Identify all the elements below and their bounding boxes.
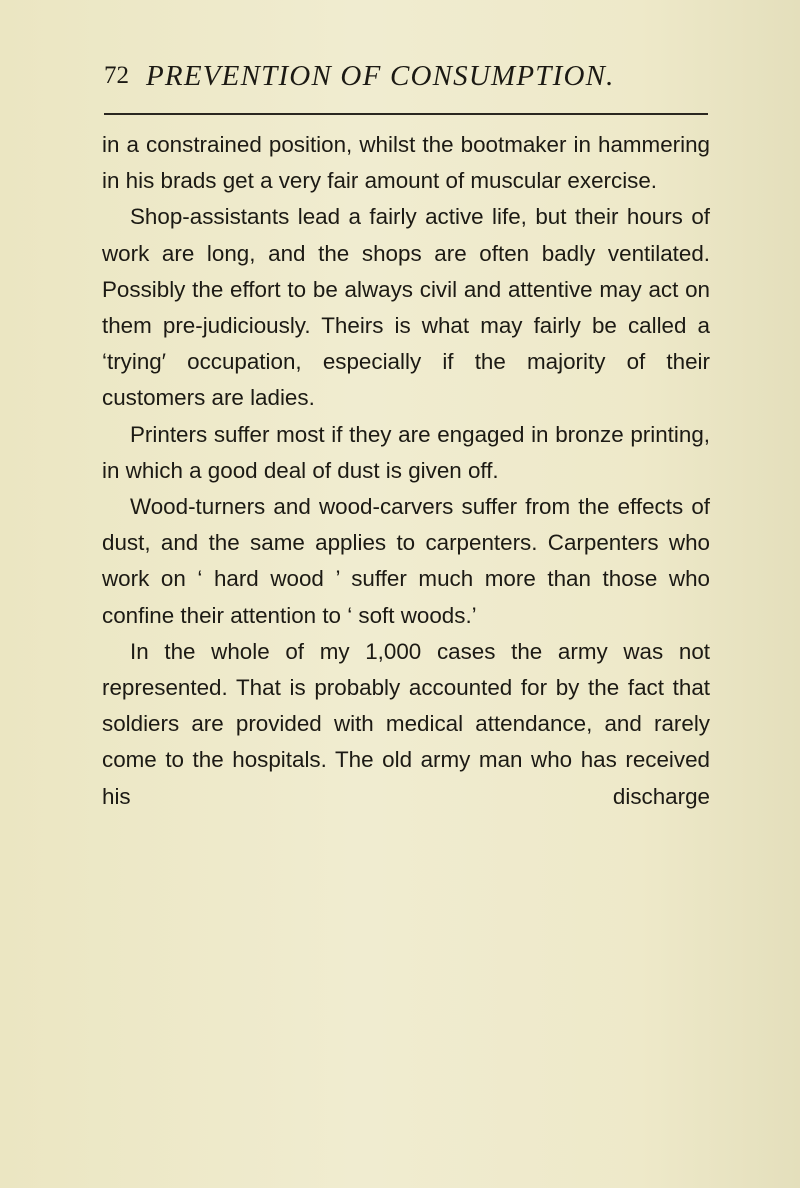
paragraph-army: In the whole of my 1,000 cases the army was not represented. That is probably accounted for by the fact that soldiers are provided with medical attendance, and rarely come to the hospitals. The old army man who has received his discharge (102, 638, 710, 809)
paragraph-wood-turners: Wood-turners and wood-carvers suffer from the effects of dust, and the same applies to carpenters. Carpenters who work on ‘ hard wood ’ suffer much more than those who confine their attention to ‘ soft woods.’ (102, 494, 710, 628)
body-text (102, 127, 710, 815)
paragraph-continuation: in a constrained position, whilst the bootmaker in hammering in his brads get a very fair amount of muscular exercise. (102, 132, 710, 194)
header-rule (104, 113, 708, 115)
page-header (104, 60, 704, 104)
page-number: 72 (104, 62, 129, 89)
paragraph-shop-assistants: Shop-assistants lead a fairly active life, but their hours of work are long, and the shops are often badly ventilated. Possibly the effort to be always civil and attentive may act on them pre-judiciously. Theirs is what may fairly be called a ‘trying′ occupation, especially if the majority of their customers are ladies. (102, 204, 710, 411)
paragraph-printers: Printers suffer most if they are engaged in bronze printing, in which a good deal of dust is given off. (102, 421, 710, 483)
running-head: PREVENTION OF CONSUMPTION. (146, 60, 615, 92)
